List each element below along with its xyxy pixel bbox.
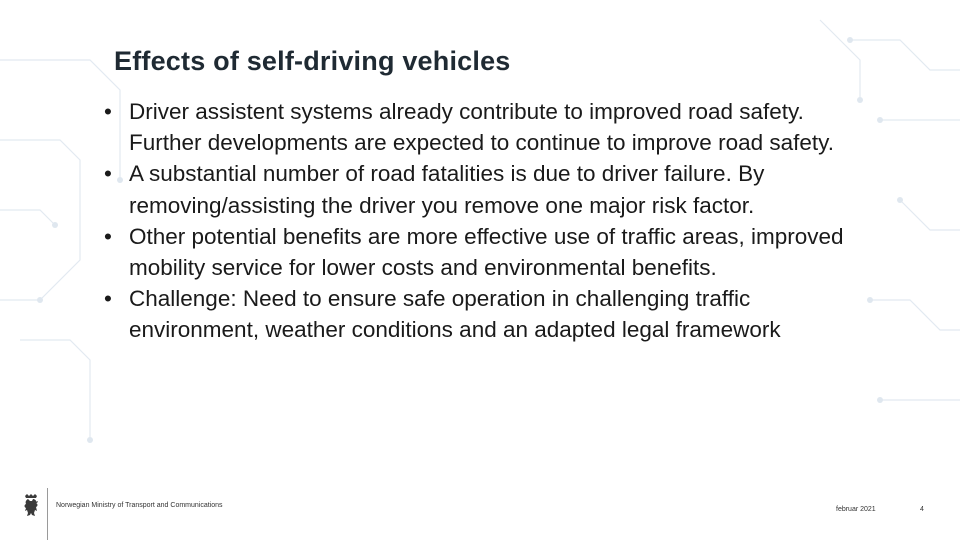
footer-organization: Norwegian Ministry of Transport and Communications <box>56 502 223 509</box>
bullet-text: A substantial number of road fatalities is due to driver failure. By removing/assisting the driver you remove one major risk factor. <box>129 161 765 218</box>
bullet-list <box>104 96 864 346</box>
bullet-text: Other potential benefits are more effective use of traffic areas, improved mobility service for lower costs and environmental benefits. <box>129 223 844 281</box>
bullet-item <box>104 283 864 345</box>
bullet-item <box>104 96 864 158</box>
bullet-text: Driver assistent systems already contribute to improved road safety. Further developments are expected to continue to improve road safety. <box>129 99 834 156</box>
bullet-marker: • <box>104 99 112 124</box>
bullet-marker: • <box>104 161 112 187</box>
bullet-item <box>104 221 864 283</box>
bullet-text: Challenge: Need to ensure safe operation in challenging traffic environment, weather conditions and an adapted legal framework <box>129 286 781 343</box>
bullet-marker: • <box>104 223 112 249</box>
bullet-marker: • <box>104 286 112 312</box>
footer-divider <box>47 488 48 540</box>
footer-date: februar 2021 <box>836 506 876 513</box>
slide-title: Effects of self-driving vehicles <box>114 46 511 76</box>
page-number: 4 <box>920 506 924 513</box>
bullet-item <box>104 158 864 220</box>
norwegian-lion-emblem-icon <box>22 494 40 518</box>
